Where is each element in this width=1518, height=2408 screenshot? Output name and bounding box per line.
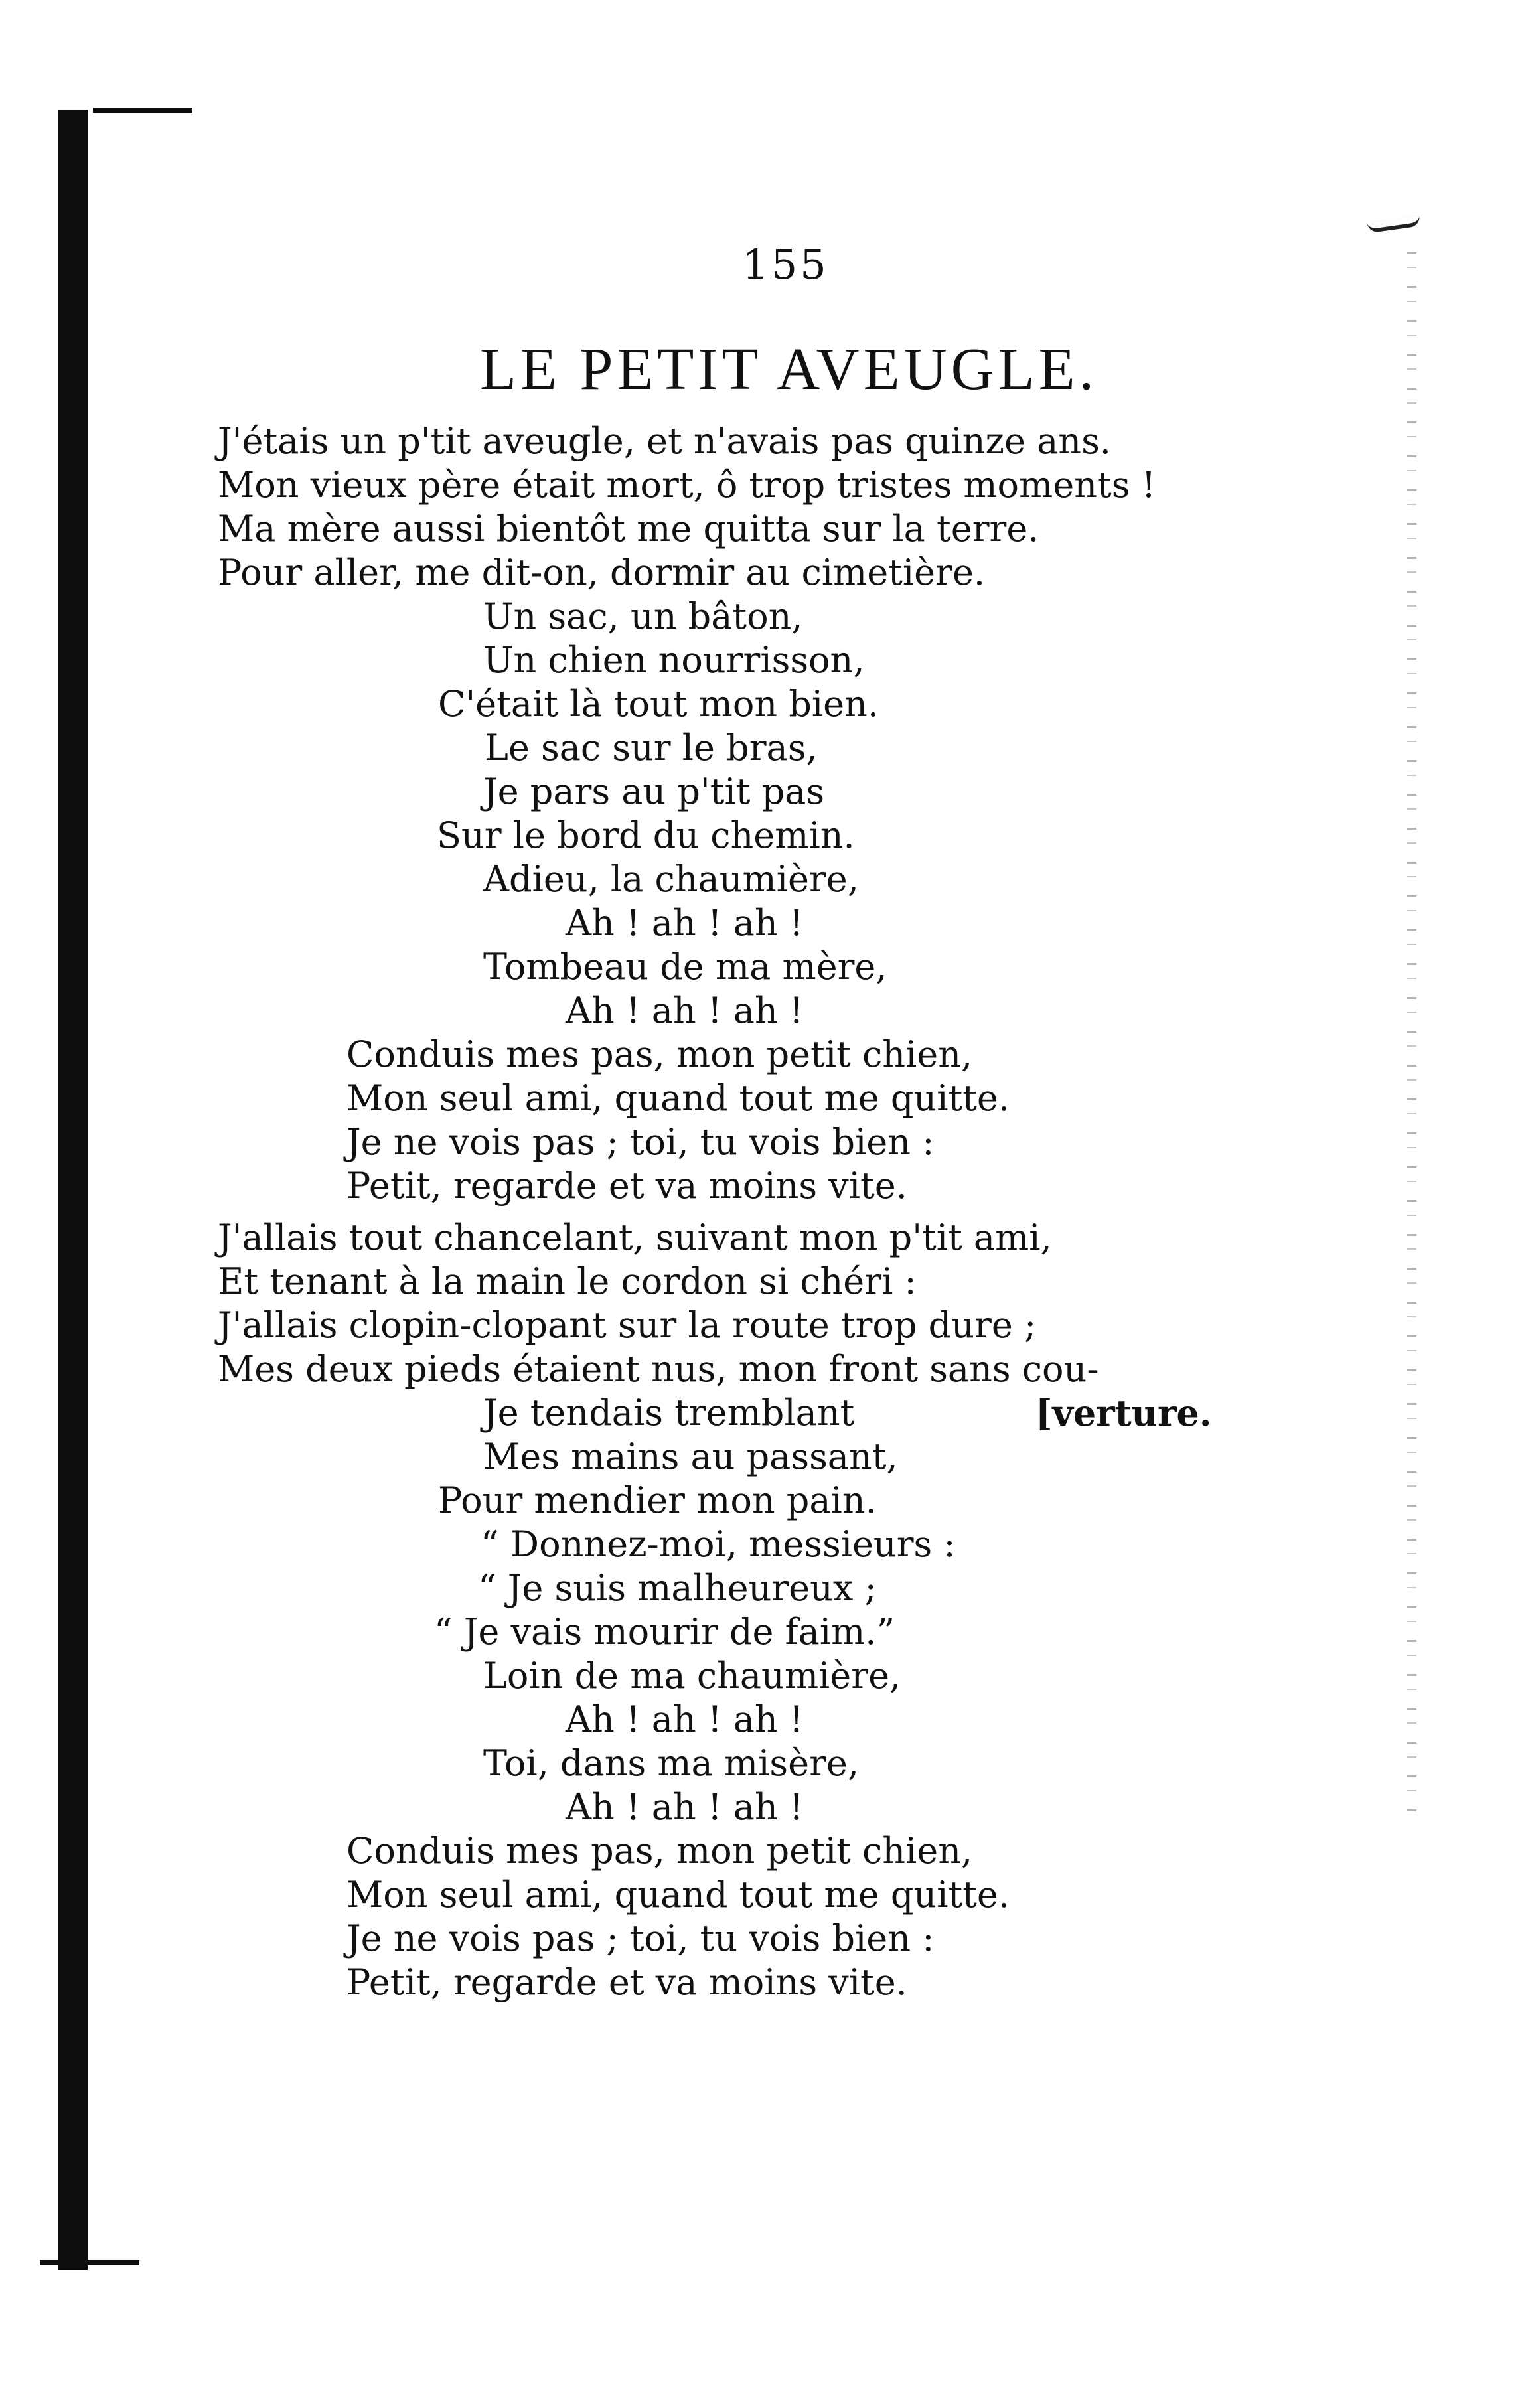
verse-line: Adieu, la chaumière, [483, 858, 859, 900]
verse-line: Petit, regarde et va moins vite. [346, 1961, 907, 2003]
verse-line: Ah ! ah ! ah ! [566, 902, 804, 944]
verse-line: Conduis mes pas, mon petit chien, [346, 1830, 973, 1872]
verse-line: J'allais clopin-clopant sur la route trop dure ; [218, 1304, 1037, 1346]
verse-line: Je ne vois pas ; toi, tu vois bien : [346, 1121, 935, 1163]
verse-line: Ah ! ah ! ah ! [566, 990, 804, 1031]
poem-title: LE PETIT AVEUGLE. [479, 337, 1099, 402]
scan-edge-artifacts [1407, 252, 1416, 1812]
turnover-fragment: [verture. [1035, 1392, 1212, 1434]
verse-line: Mon seul ami, quand tout me quitte. [346, 1077, 1010, 1119]
verse-line: Tombeau de ma mère, [483, 946, 887, 988]
binding-edge [58, 110, 88, 2270]
page-number: 155 [742, 240, 829, 289]
verse-line: J'étais un p'tit aveugle, et n'avais pas quinze ans. [218, 420, 1111, 462]
verse-line: Le sac sur le bras, [485, 727, 818, 769]
verse-line: Ma mère aussi bientôt me quitta sur la terre. [218, 508, 1039, 550]
verse-line: Loin de ma chaumière, [483, 1655, 901, 1696]
verse-line: Un sac, un bâton, [483, 595, 803, 637]
verse-line: Mes mains au passant, [483, 1436, 898, 1477]
verse-line: Sur le bord du chemin. [437, 814, 855, 856]
verse-line: Petit, regarde et va moins vite. [346, 1165, 907, 1207]
binding-edge-top [93, 108, 192, 113]
verse-line: Toi, dans ma misère, [483, 1742, 859, 1784]
verse-line: Pour mendier mon pain. [438, 1479, 877, 1521]
scan-mark [1367, 216, 1420, 234]
verse-line: Je ne vois pas ; toi, tu vois bien : [346, 1918, 935, 1959]
verse-line: Je tendais tremblant [483, 1392, 855, 1434]
verse-line: Mes deux pieds étaient nus, mon front sans cou- [218, 1348, 1099, 1390]
verse-line: Un chien nourrisson, [483, 639, 865, 681]
binding-edge-bottom [40, 2260, 139, 2265]
verse-line: Ah ! ah ! ah ! [566, 1698, 804, 1740]
verse-line: J'allais tout chancelant, suivant mon p'tit ami, [218, 1217, 1052, 1258]
verse-line: Je pars au p'tit pas [483, 771, 825, 812]
verse-line: Conduis mes pas, mon petit chien, [346, 1033, 973, 1075]
verse-line: Et tenant à la main le cordon si chéri : [218, 1260, 917, 1302]
verse-line: “ Je suis malheureux ; [478, 1567, 877, 1609]
verse-line: “ Donnez-moi, messieurs : [481, 1523, 956, 1565]
verse-line: “ Je vais mourir de faim.” [434, 1611, 895, 1653]
verse-line: Pour aller, me dit-on, dormir au cimetière. [218, 552, 986, 593]
verse-line: Mon vieux père était mort, ô trop tristes moments ! [218, 464, 1156, 506]
verse-line: Ah ! ah ! ah ! [566, 1786, 804, 1828]
verse-line: Mon seul ami, quand tout me quitte. [346, 1874, 1010, 1916]
verse-line: C'était là tout mon bien. [438, 683, 879, 725]
